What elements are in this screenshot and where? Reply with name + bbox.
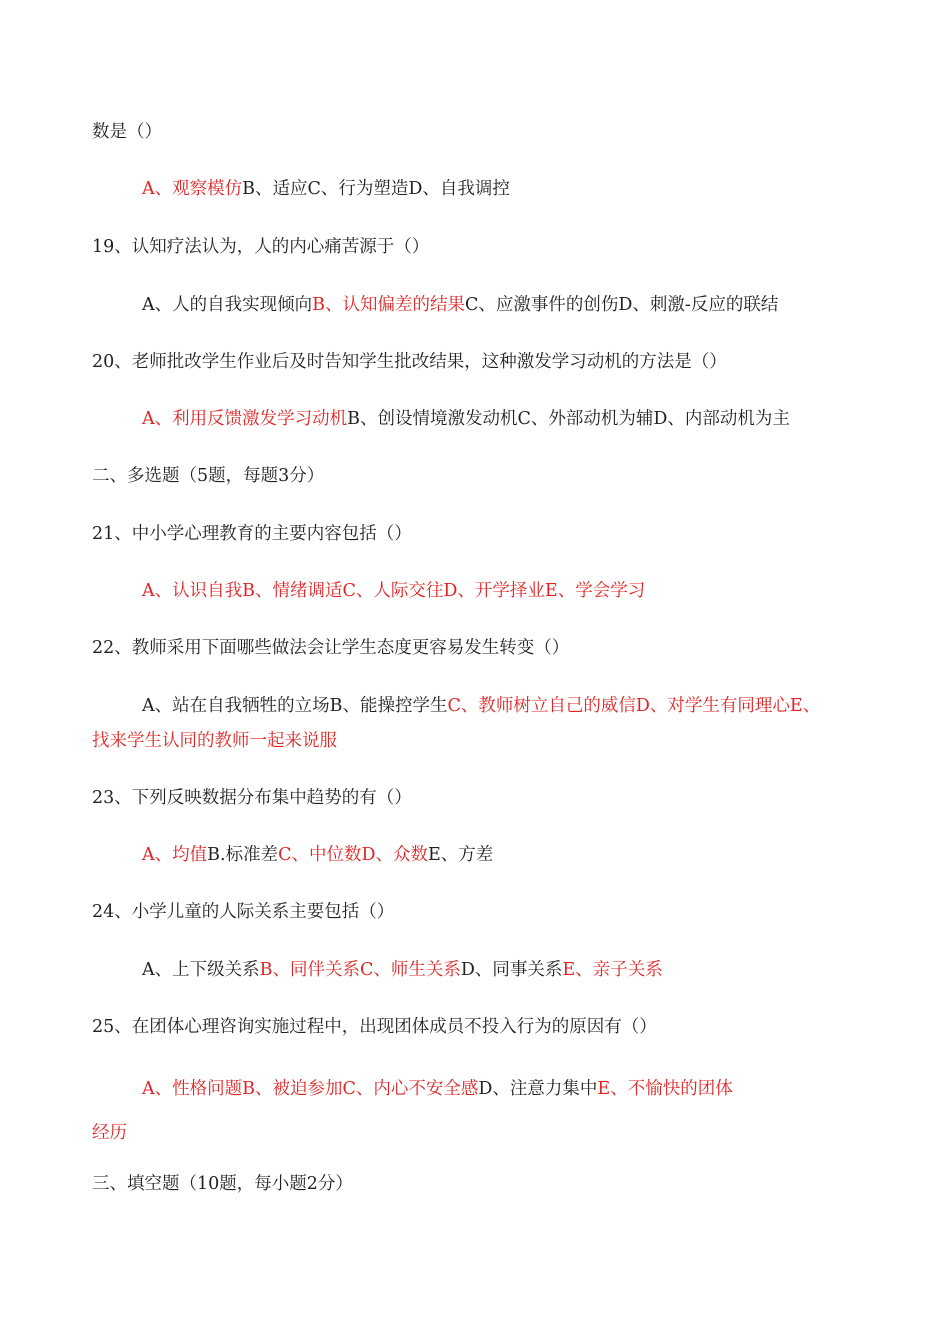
section-heading-multiple-choice [92, 464, 324, 488]
question-text: A、人的自我实现倾向 [142, 295, 313, 315]
section-heading-fill-in-blank [92, 1172, 353, 1196]
answer-text: B、认知偏差的结果 [312, 295, 466, 315]
answer-text: A、观察模仿 [142, 179, 243, 199]
question-text: B、适应C、行为塑造D、自我调控 [242, 179, 510, 199]
answer-text: A、认识自我B、情绪调适C、人际交往D、开学择业E、学会学习 [142, 581, 646, 601]
answer-text: B、同伴关系C、师生关系 [259, 960, 461, 980]
answer-text: E、不愉快的团体 [597, 1079, 733, 1099]
question-21-options [142, 579, 645, 603]
answer-text: A、性格问题B、被迫参加C、内心不安全感 [142, 1079, 479, 1099]
question-text: 22、教师采用下面哪些做法会让学生态度更容易发生转变（） [92, 638, 570, 658]
question-18-stem-tail [92, 120, 162, 144]
question-25-stem [92, 1015, 657, 1039]
question-text: 24、小学儿童的人际关系主要包括（） [92, 902, 395, 922]
question-text: D、注意力集中 [478, 1079, 598, 1099]
question-text: 23、下列反映数据分布集中趋势的有（） [92, 788, 412, 808]
question-text: B、创设情境激发动机C、外部动机为辅D、内部动机为主 [347, 409, 790, 429]
question-23-options [142, 843, 493, 867]
question-text: 二、多选题（5题，每题3分） [92, 466, 325, 486]
question-24-options [142, 958, 663, 982]
question-text: 19、认知疗法认为，人的内心痛苦源于（） [92, 237, 430, 257]
question-19-stem [92, 235, 429, 259]
question-25-options [142, 1077, 733, 1101]
question-22-options-cont [92, 729, 337, 753]
question-text: 20、老师批改学生作业后及时告知学生批改结果，这种激发学习动机的方法是（） [92, 352, 727, 372]
question-text: A、上下级关系 [142, 960, 260, 980]
question-text: 数是（） [92, 122, 162, 142]
question-21-stem [92, 522, 412, 546]
question-18-options [142, 177, 510, 201]
question-text: 25、在团体心理咨询实施过程中，出现团体成员不投入行为的原因有（） [92, 1017, 657, 1037]
question-20-stem [92, 350, 727, 374]
question-text: C、应激事件的创伤D、刺激-反应的联结 [465, 295, 779, 315]
question-19-options [142, 293, 778, 317]
question-text: B.标准差 [207, 845, 279, 865]
answer-text: 找来学生认同的教师一起来说服 [92, 731, 337, 751]
answer-text: A、均值 [142, 845, 208, 865]
question-text: A、站在自我牺牲的立场B、能操控学生 [142, 696, 448, 716]
question-22-options [142, 694, 820, 718]
answer-text: E、亲子关系 [562, 960, 663, 980]
question-text: 21、中小学心理教育的主要内容包括（） [92, 524, 412, 544]
answer-text: A、利用反馈激发学习动机 [142, 409, 348, 429]
question-text: 三、填空题（10题，每小题2分） [92, 1174, 353, 1194]
question-20-options [142, 407, 790, 431]
answer-text: C、教师树立自己的威信D、对学生有同理心E、 [447, 696, 821, 716]
answer-text: C、中位数D、众数 [278, 845, 428, 865]
question-text: D、同事关系 [460, 960, 563, 980]
question-24-stem [92, 900, 394, 924]
question-text: E、方差 [428, 845, 494, 865]
question-23-stem [92, 786, 412, 810]
answer-text: 经历 [92, 1123, 127, 1143]
question-22-stem [92, 636, 569, 660]
question-25-options-cont [92, 1121, 127, 1145]
